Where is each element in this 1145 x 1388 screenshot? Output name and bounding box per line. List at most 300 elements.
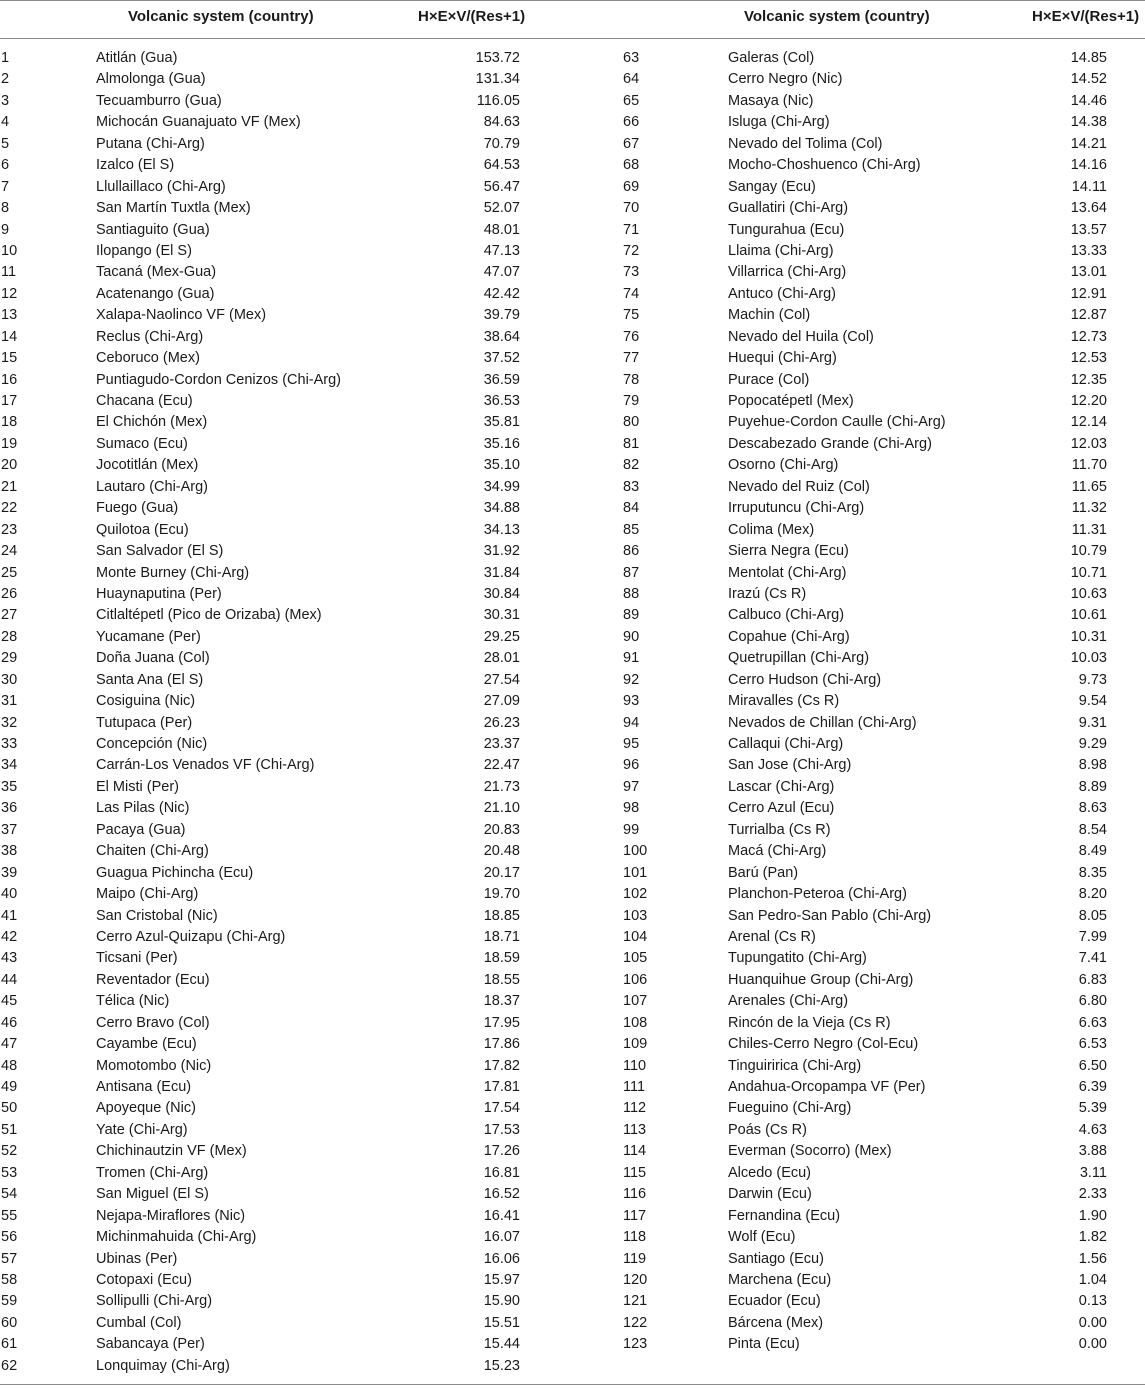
- table-row: [0, 713, 560, 734]
- table-row: [0, 927, 560, 948]
- table-row: [623, 1013, 1145, 1034]
- rank-cell: 94: [623, 714, 640, 731]
- table-row: [623, 1291, 1145, 1312]
- rank-cell: 18: [1, 414, 18, 431]
- table-row: [623, 112, 1145, 133]
- rank-cell: 121: [623, 1293, 648, 1310]
- rank-cell: 52: [1, 1143, 18, 1160]
- metric-value-cell: 38.64: [483, 328, 520, 345]
- volcano-name-cell: Darwin (Ecu): [728, 1186, 812, 1203]
- table-row: [623, 605, 1145, 626]
- table-row: [623, 69, 1145, 90]
- volcano-name-cell: Cosiguina (Nic): [96, 693, 196, 710]
- metric-value-cell: 48.01: [483, 221, 520, 238]
- table-row: [0, 755, 560, 776]
- rank-cell: 47: [1, 1036, 18, 1053]
- volcano-name-cell: Calbuco (Chi-Arg): [728, 607, 845, 624]
- rank-cell: 32: [1, 714, 18, 731]
- table-row: [0, 627, 560, 648]
- volcano-name-cell: Xalapa-Naolinco VF (Mex): [96, 307, 267, 324]
- rank-cell: 86: [623, 543, 640, 560]
- table-row: [623, 198, 1145, 219]
- rank-cell: 120: [623, 1271, 648, 1288]
- rank-cell: 19: [1, 435, 18, 452]
- metric-value-cell: 8.49: [1078, 843, 1107, 860]
- metric-value-cell: 10.63: [1070, 585, 1107, 602]
- metric-value-cell: 14.85: [1070, 50, 1107, 66]
- metric-value-cell: 2.33: [1078, 1186, 1107, 1203]
- volcano-name-cell: Almolonga (Gua): [96, 71, 206, 88]
- metric-value-cell: 18.59: [483, 950, 520, 967]
- metric-value-cell: 116.05: [476, 92, 520, 109]
- rank-cell: 112: [623, 1100, 647, 1117]
- rank-cell: 97: [623, 778, 640, 795]
- volcano-name-cell: Santiago (Ecu): [728, 1250, 824, 1267]
- table-row: [623, 563, 1145, 584]
- rank-cell: 66: [623, 114, 640, 131]
- table-row: [623, 863, 1145, 884]
- table-row: [623, 713, 1145, 734]
- volcano-name-cell: Tungurahua (Ecu): [728, 221, 845, 238]
- right-ranking-column: [623, 48, 1145, 1356]
- rank-cell: 21: [1, 478, 18, 495]
- rank-cell: 79: [623, 393, 640, 409]
- rank-cell: 44: [1, 971, 18, 988]
- rank-cell: 22: [1, 500, 18, 517]
- metric-value-cell: 29.25: [483, 628, 520, 645]
- volcano-name-cell: Sabancaya (Per): [96, 1336, 205, 1353]
- rank-cell: 118: [623, 1229, 647, 1246]
- rank-cell: 106: [623, 971, 648, 988]
- metric-value-cell: 70.79: [483, 135, 520, 152]
- table-row: [0, 1077, 560, 1098]
- rank-cell: 96: [623, 757, 640, 774]
- table-row: [0, 177, 560, 198]
- table-row: [0, 991, 560, 1012]
- rank-cell: 37: [1, 821, 18, 838]
- table-row: [623, 1313, 1145, 1334]
- table-row: [0, 691, 560, 712]
- rank-cell: 34: [1, 757, 18, 774]
- volcano-name-cell: Cerro Hudson (Chi-Arg): [728, 671, 882, 688]
- rank-cell: 78: [623, 371, 640, 388]
- table-row: [623, 734, 1145, 755]
- rank-cell: 89: [623, 607, 640, 624]
- table-row: [0, 198, 560, 219]
- rank-cell: 69: [623, 178, 640, 195]
- rank-cell: 43: [1, 950, 18, 967]
- volcano-name-cell: Nejapa-Miraflores (Nic): [96, 1207, 246, 1224]
- table-row: [623, 48, 1145, 69]
- table-row: [0, 370, 560, 391]
- rank-cell: 6: [1, 157, 10, 174]
- rank-cell: 114: [623, 1143, 647, 1160]
- metric-value-cell: 5.39: [1078, 1100, 1107, 1117]
- rank-cell: 35: [1, 778, 18, 795]
- table-row: [623, 177, 1145, 198]
- table-row: [623, 412, 1145, 433]
- left-metric-header: H×E×V/(Res+1): [418, 8, 526, 25]
- table-row: [623, 884, 1145, 905]
- rank-cell: 75: [623, 307, 640, 324]
- volcano-name-cell: Poás (Cs R): [728, 1121, 807, 1138]
- table-row: [0, 1056, 560, 1077]
- metric-value-cell: 10.71: [1070, 564, 1107, 581]
- volcano-name-cell: Pinta (Ecu): [728, 1336, 800, 1353]
- metric-value-cell: 15.97: [483, 1271, 520, 1288]
- rank-cell: 82: [623, 457, 640, 474]
- metric-value-cell: 1.56: [1078, 1250, 1107, 1267]
- table-row: [0, 648, 560, 669]
- table-row: [623, 520, 1145, 541]
- table-row: [623, 134, 1145, 155]
- table-row: [0, 670, 560, 691]
- table-row: [623, 841, 1145, 862]
- metric-value-cell: 10.79: [1070, 543, 1107, 560]
- volcano-name-cell: Fernandina (Ecu): [728, 1207, 841, 1224]
- metric-value-cell: 26.23: [483, 714, 520, 731]
- table-row: [623, 691, 1145, 712]
- volcano-name-cell: Ubinas (Per): [96, 1250, 178, 1267]
- rank-cell: 117: [623, 1207, 647, 1224]
- table-row: [0, 48, 560, 69]
- left-system-header: Volcanic system (country): [128, 8, 314, 25]
- metric-value-cell: 35.16: [483, 435, 520, 452]
- left-ranking-column: [0, 48, 560, 1377]
- rank-cell: 25: [1, 564, 18, 581]
- rank-cell: 23: [1, 521, 18, 538]
- rank-cell: 16: [1, 371, 18, 388]
- table-row: [0, 841, 560, 862]
- rank-cell: 11: [1, 264, 17, 281]
- volcano-name-cell: Mocho-Choshuenco (Chi-Arg): [728, 157, 921, 174]
- volcano-name-cell: Atitlán (Gua): [96, 50, 178, 66]
- metric-value-cell: 11.70: [1071, 457, 1107, 474]
- table-row: [0, 327, 560, 348]
- table-row: [0, 1270, 560, 1291]
- table-row: [623, 91, 1145, 112]
- table-row: [0, 112, 560, 133]
- table-row: [623, 241, 1145, 262]
- volcano-name-cell: Andahua-Orcopampa VF (Per): [728, 1079, 926, 1095]
- table-row: [0, 1098, 560, 1119]
- metric-value-cell: 21.73: [483, 778, 520, 795]
- metric-value-cell: 8.20: [1078, 886, 1107, 903]
- table-row: [623, 670, 1145, 691]
- volcano-name-cell: Tecuamburro (Gua): [96, 92, 222, 109]
- volcano-name-cell: Chiles-Cerro Negro (Col-Ecu): [728, 1036, 919, 1053]
- rank-cell: 122: [623, 1314, 648, 1331]
- metric-value-cell: 13.57: [1070, 221, 1107, 238]
- volcano-name-cell: Citlaltépetl (Pico de Orizaba) (Mex): [96, 607, 322, 624]
- rank-cell: 64: [623, 71, 640, 88]
- rank-cell: 123: [623, 1336, 648, 1353]
- metric-value-cell: 16.41: [483, 1207, 520, 1224]
- metric-value-cell: 3.88: [1078, 1143, 1107, 1160]
- volcano-name-cell: Nevados de Chillan (Chi-Arg): [728, 714, 917, 731]
- metric-value-cell: 8.89: [1078, 778, 1107, 795]
- rank-cell: 3: [1, 92, 10, 109]
- metric-value-cell: 8.54: [1078, 821, 1107, 838]
- table-row: [0, 477, 560, 498]
- table-row: [623, 1056, 1145, 1077]
- rank-cell: 63: [623, 50, 640, 66]
- rank-cell: 20: [1, 457, 18, 474]
- rank-cell: 92: [623, 671, 640, 688]
- metric-value-cell: 131.34: [475, 71, 520, 88]
- volcano-name-cell: Macá (Chi-Arg): [728, 843, 827, 860]
- volcano-name-cell: Acatenango (Gua): [96, 285, 215, 302]
- volcano-name-cell: Momotombo (Nic): [96, 1057, 212, 1074]
- table-row: [623, 1206, 1145, 1227]
- metric-value-cell: 17.82: [483, 1057, 520, 1074]
- volcano-name-cell: Huaynaputina (Per): [96, 585, 222, 602]
- rank-cell: 93: [623, 693, 640, 710]
- table-top-rule: [0, 0, 1145, 1]
- metric-value-cell: 15.23: [483, 1357, 520, 1374]
- metric-value-cell: 0.00: [1078, 1314, 1107, 1331]
- metric-value-cell: 34.99: [483, 478, 520, 495]
- metric-value-cell: 27.09: [483, 693, 520, 710]
- volcano-name-cell: San Jose (Chi-Arg): [728, 757, 852, 774]
- metric-value-cell: 13.64: [1070, 200, 1107, 217]
- metric-value-cell: 1.04: [1078, 1271, 1107, 1288]
- volcano-name-cell: Copahue (Chi-Arg): [728, 628, 850, 645]
- volcano-name-cell: Carrán-Los Venados VF (Chi-Arg): [96, 757, 315, 774]
- metric-value-cell: 15.90: [483, 1293, 520, 1310]
- volcano-name-cell: Huanquihue Group (Chi-Arg): [728, 971, 914, 988]
- rank-cell: 29: [1, 650, 18, 667]
- rank-cell: 99: [623, 821, 640, 838]
- table-row: [623, 798, 1145, 819]
- table-row: [623, 1270, 1145, 1291]
- metric-value-cell: 8.63: [1078, 800, 1107, 817]
- metric-value-cell: 15.44: [483, 1336, 520, 1353]
- rank-cell: 98: [623, 800, 640, 817]
- table-row: [623, 820, 1145, 841]
- volcano-name-cell: Santiaguito (Gua): [96, 221, 210, 238]
- metric-value-cell: 16.06: [483, 1250, 520, 1267]
- rank-cell: 90: [623, 628, 640, 645]
- rank-cell: 36: [1, 800, 18, 817]
- table-row: [0, 434, 560, 455]
- table-row: [0, 1034, 560, 1055]
- metric-value-cell: 20.83: [483, 821, 520, 838]
- metric-value-cell: 17.54: [483, 1100, 520, 1117]
- rank-cell: 61: [1, 1336, 18, 1353]
- table-row: [623, 755, 1145, 776]
- rank-cell: 39: [1, 864, 18, 881]
- metric-value-cell: 16.07: [483, 1229, 520, 1246]
- rank-cell: 115: [623, 1164, 647, 1181]
- table-row: [623, 391, 1145, 412]
- rank-cell: 24: [1, 543, 18, 560]
- table-row: [623, 627, 1145, 648]
- metric-value-cell: 56.47: [483, 178, 520, 195]
- rank-cell: 57: [1, 1250, 18, 1267]
- table-row: [0, 305, 560, 326]
- rank-cell: 110: [623, 1057, 647, 1074]
- volcano-name-cell: Chacana (Ecu): [96, 393, 193, 409]
- rank-cell: 105: [623, 950, 648, 967]
- volcano-name-cell: Machin (Col): [728, 307, 811, 324]
- volcano-name-cell: Callaqui (Chi-Arg): [728, 736, 844, 752]
- rank-cell: 80: [623, 414, 640, 431]
- metric-value-cell: 17.81: [483, 1079, 520, 1095]
- table-row: [0, 734, 560, 755]
- volcano-name-cell: Alcedo (Ecu): [728, 1164, 812, 1181]
- metric-value-cell: 18.85: [483, 907, 520, 924]
- metric-value-cell: 13.01: [1070, 264, 1107, 281]
- volcano-name-cell: Doña Juana (Col): [96, 650, 210, 667]
- volcano-name-cell: Nevado del Ruiz (Col): [728, 478, 870, 495]
- volcano-name-cell: Tutupaca (Per): [96, 714, 193, 731]
- table-row: [0, 155, 560, 176]
- metric-value-cell: 19.70: [483, 886, 520, 903]
- metric-value-cell: 15.51: [483, 1314, 520, 1331]
- rank-cell: 65: [623, 92, 640, 109]
- rank-cell: 116: [623, 1186, 647, 1203]
- table-row: [0, 1120, 560, 1141]
- table-row: [0, 1334, 560, 1355]
- metric-value-cell: 12.91: [1070, 285, 1107, 302]
- rank-cell: 55: [1, 1207, 18, 1224]
- volcano-name-cell: Cerro Azul (Ecu): [728, 800, 835, 817]
- metric-value-cell: 23.37: [483, 736, 520, 752]
- rank-cell: 50: [1, 1100, 18, 1117]
- rank-cell: 87: [623, 564, 640, 581]
- volcano-name-cell: Michocán Guanajuato VF (Mex): [96, 114, 301, 131]
- rank-cell: 95: [623, 736, 640, 752]
- table-row: [623, 948, 1145, 969]
- volcano-name-cell: Guagua Pichincha (Ecu): [96, 864, 254, 881]
- metric-value-cell: 12.20: [1070, 393, 1107, 409]
- volcano-name-cell: Chichinautzin VF (Mex): [96, 1143, 247, 1160]
- volcano-name-cell: San Salvador (El S): [96, 543, 224, 560]
- rank-cell: 51: [1, 1121, 18, 1138]
- metric-value-cell: 13.33: [1070, 242, 1107, 259]
- table-row: [623, 434, 1145, 455]
- rank-cell: 7: [1, 178, 10, 195]
- table-row: [623, 777, 1145, 798]
- volcano-name-cell: Puyehue-Cordon Caulle (Chi-Arg): [728, 414, 946, 431]
- rank-cell: 67: [623, 135, 640, 152]
- volcano-name-cell: Antuco (Chi-Arg): [728, 285, 836, 302]
- volcano-name-cell: Quetrupillan (Chi-Arg): [728, 650, 870, 667]
- rank-cell: 30: [1, 671, 18, 688]
- metric-value-cell: 64.53: [483, 157, 520, 174]
- rank-cell: 54: [1, 1186, 18, 1203]
- rank-cell: 76: [623, 328, 640, 345]
- volcano-name-cell: Sierra Negra (Ecu): [728, 543, 849, 560]
- rank-cell: 72: [623, 242, 640, 259]
- table-row: [623, 348, 1145, 369]
- volcano-name-cell: Irruputuncu (Chi-Arg): [728, 500, 865, 517]
- table-row: [623, 991, 1145, 1012]
- volcano-name-cell: Santa Ana (El S): [96, 671, 204, 688]
- metric-value-cell: 9.29: [1078, 736, 1107, 752]
- metric-value-cell: 8.98: [1078, 757, 1107, 774]
- metric-value-cell: 7.41: [1078, 950, 1107, 967]
- table-row: [0, 798, 560, 819]
- table-row: [623, 1077, 1145, 1098]
- volcano-name-cell: Télica (Nic): [96, 993, 170, 1010]
- volcano-name-cell: Antisana (Ecu): [96, 1079, 192, 1095]
- metric-value-cell: 14.52: [1070, 71, 1107, 88]
- metric-value-cell: 6.50: [1078, 1057, 1107, 1074]
- rank-cell: 5: [1, 135, 10, 152]
- volcano-name-cell: Reventador (Ecu): [96, 971, 210, 988]
- volcano-name-cell: Pacaya (Gua): [96, 821, 186, 838]
- rank-cell: 53: [1, 1164, 18, 1181]
- table-row: [0, 906, 560, 927]
- metric-value-cell: 0.00: [1078, 1336, 1107, 1353]
- metric-value-cell: 1.82: [1078, 1229, 1107, 1246]
- rank-cell: 27: [1, 607, 18, 624]
- volcano-name-cell: Everman (Socorro) (Mex): [728, 1143, 892, 1160]
- rank-cell: 85: [623, 521, 640, 538]
- volcano-name-cell: Marchena (Ecu): [728, 1271, 832, 1288]
- rank-cell: 59: [1, 1293, 18, 1310]
- metric-value-cell: 18.71: [483, 928, 520, 945]
- table-row: [623, 1141, 1145, 1162]
- metric-value-cell: 31.84: [483, 564, 520, 581]
- metric-value-cell: 52.07: [483, 200, 520, 217]
- metric-value-cell: 18.37: [483, 993, 520, 1010]
- volcano-name-cell: Tupungatito (Chi-Arg): [728, 950, 867, 967]
- rank-cell: 91: [623, 650, 640, 667]
- volcano-name-cell: Galeras (Col): [728, 50, 815, 66]
- metric-value-cell: 10.31: [1070, 628, 1107, 645]
- volcano-name-cell: Fueguino (Chi-Arg): [728, 1100, 852, 1117]
- volcano-name-cell: Concepción (Nic): [96, 736, 208, 752]
- table-row: [0, 134, 560, 155]
- rank-cell: 119: [623, 1250, 647, 1267]
- volcano-name-cell: Tinguiririca (Chi-Arg): [728, 1057, 862, 1074]
- volcano-name-cell: Cerro Azul-Quizapu (Chi-Arg): [96, 928, 286, 945]
- rank-cell: 88: [623, 585, 640, 602]
- metric-value-cell: 9.73: [1078, 671, 1107, 688]
- metric-value-cell: 27.54: [483, 671, 520, 688]
- metric-value-cell: 12.73: [1070, 328, 1107, 345]
- table-row: [623, 1034, 1145, 1055]
- rank-cell: 113: [623, 1121, 647, 1138]
- volcano-name-cell: Barú (Pan): [728, 864, 799, 881]
- metric-value-cell: 42.42: [483, 285, 520, 302]
- right-system-header: Volcanic system (country): [744, 8, 930, 25]
- rank-cell: 111: [623, 1079, 646, 1095]
- metric-value-cell: 47.07: [483, 264, 520, 281]
- volcano-name-cell: Miravalles (Cs R): [728, 693, 840, 710]
- rank-cell: 60: [1, 1314, 18, 1331]
- volcano-name-cell: Yate (Chi-Arg): [96, 1121, 188, 1138]
- volcano-name-cell: Descabezado Grande (Chi-Arg): [728, 435, 932, 452]
- table-row: [0, 563, 560, 584]
- rank-cell: 108: [623, 1014, 648, 1031]
- table-row: [623, 327, 1145, 348]
- volcano-name-cell: Cerro Bravo (Col): [96, 1014, 210, 1031]
- metric-value-cell: 12.35: [1070, 371, 1107, 388]
- metric-value-cell: 20.48: [483, 843, 520, 860]
- table-row: [623, 584, 1145, 605]
- table-row: [623, 1098, 1145, 1119]
- table-row: [0, 391, 560, 412]
- volcano-name-cell: Chaiten (Chi-Arg): [96, 843, 209, 860]
- volcano-name-cell: Nevado del Tolima (Col): [728, 135, 883, 152]
- table-row: [0, 91, 560, 112]
- table-row: [623, 370, 1145, 391]
- metric-value-cell: 28.01: [483, 650, 520, 667]
